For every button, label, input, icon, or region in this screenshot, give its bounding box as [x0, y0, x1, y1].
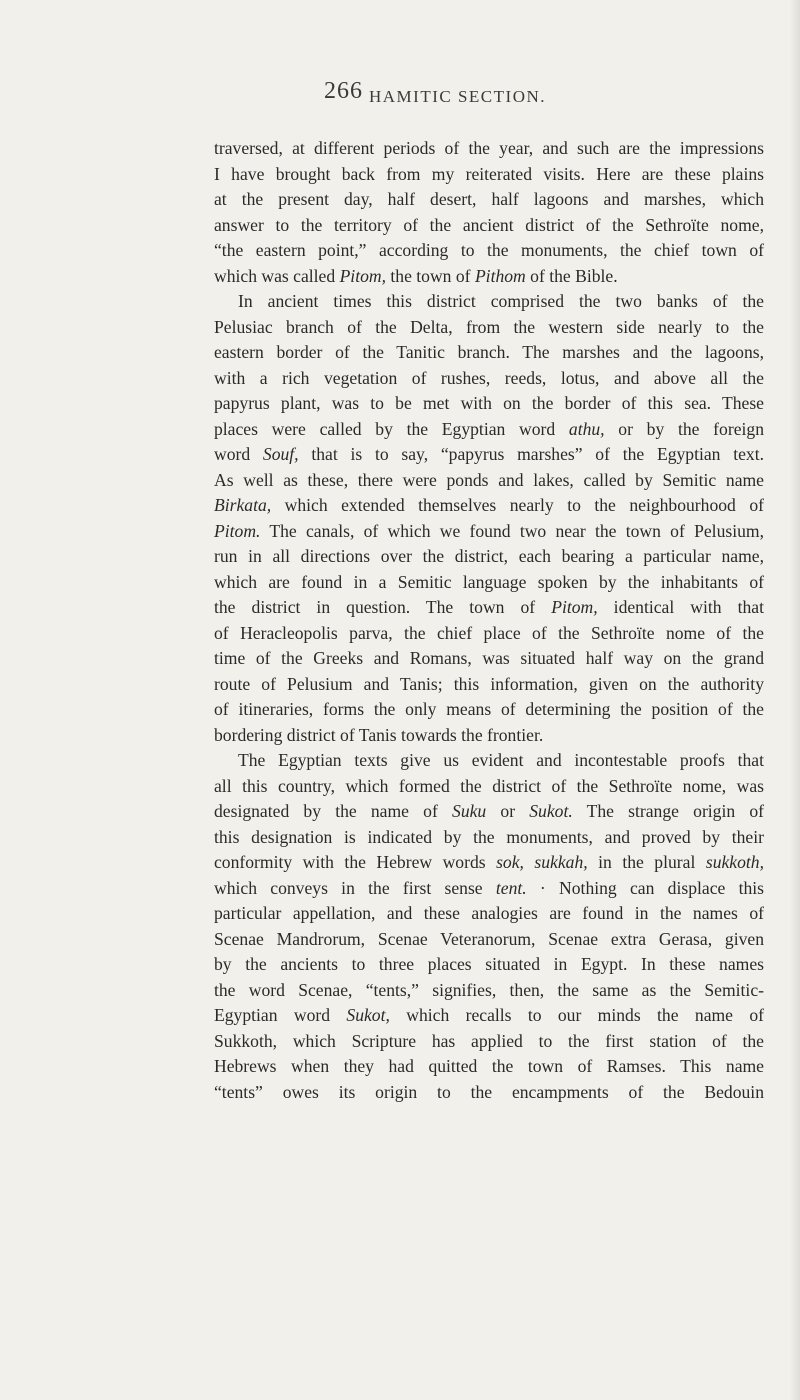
text-line	[214, 748, 764, 774]
text-line	[214, 391, 764, 417]
italic-text: sukkoth,	[705, 852, 764, 872]
italic-text: Pitom,	[551, 597, 598, 617]
text-line	[214, 340, 764, 366]
italic-text: tent.	[495, 877, 527, 898]
text-line	[214, 366, 764, 392]
text-segment: which extended themselves nearly to the neighbourhood of	[271, 495, 764, 515]
text-segment: The strange origin of	[572, 801, 765, 821]
text-segment: places were called by the Egyptian word	[214, 418, 569, 439]
italic-text: Suku	[452, 801, 487, 821]
text-segment: the town of	[386, 265, 475, 286]
text-line	[214, 621, 764, 647]
text-segment: In ancient times this district comprised the two banks of the	[238, 291, 764, 311]
text-line	[214, 825, 764, 851]
text-segment: I have brought back from my reiterated visits. Here are these plains	[214, 163, 764, 184]
italic-text: Sukot,	[346, 1005, 390, 1025]
text-segment: The Egyptian texts give us evident and incontestable proofs that	[238, 750, 764, 770]
text-line	[214, 774, 764, 800]
text-segment: which are found in a Semitic language spoken by the inhabitants of	[214, 571, 764, 592]
text-line	[214, 799, 764, 825]
text-segment: which recalls to our minds the name of	[389, 1005, 764, 1025]
text-line	[214, 927, 764, 953]
text-line	[214, 595, 764, 621]
text-line	[214, 697, 764, 723]
page-edge-shadow	[790, 0, 800, 1400]
text-segment: of itineraries, forms the only means of determining the position of the	[214, 699, 764, 719]
text-line	[214, 264, 764, 290]
text-segment: bordering district of Tanis towards the frontier.	[214, 724, 544, 745]
text-segment: “tents” owes its origin to the encampments of the Bedouin	[214, 1081, 764, 1102]
text-segment: word	[214, 444, 263, 464]
text-line	[214, 1029, 764, 1055]
text-line	[214, 876, 764, 902]
text-segment: papyrus plant, was to be met with on the border of this sea. These	[214, 393, 764, 413]
text-segment: this designation is indicated by the monuments, and proved by their	[214, 826, 764, 847]
text-segment: identical with that	[597, 597, 764, 617]
text-line	[214, 442, 764, 468]
text-line	[214, 901, 764, 927]
text-segment: particular appellation, and these analogies are found in the names of	[214, 903, 764, 923]
text-line	[214, 187, 764, 213]
text-line	[214, 136, 764, 162]
text-segment: at the present day, half desert, half lagoons and marshes, which	[214, 189, 764, 209]
text-segment: which conveys in the first sense	[214, 877, 496, 898]
text-segment: “the eastern point,” according to the monuments, the chief town of	[214, 240, 764, 260]
text-segment: Hebrews when they had quitted the town of Ramses. This name	[214, 1056, 764, 1076]
text-line	[214, 850, 764, 876]
text-line	[214, 570, 764, 596]
text-segment: that is to say, “papyrus marshes” of the Egyptian text.	[298, 444, 764, 464]
text-segment: which was called	[214, 265, 340, 286]
italic-text: athu,	[568, 418, 605, 439]
text-segment: the district in question. The town of	[214, 597, 552, 617]
text-segment: or	[486, 801, 530, 821]
text-segment: The canals, of which we found two near the town of Pelusium,	[260, 520, 764, 541]
text-line	[214, 1054, 764, 1080]
italic-text: Sukot.	[529, 801, 573, 821]
text-line	[214, 238, 764, 264]
running-head: HAMITIC SECTION.	[369, 87, 546, 106]
italic-text: Souf,	[262, 444, 299, 464]
text-line	[214, 468, 764, 494]
text-segment: with a rich vegetation of rushes, reeds, lotus, and above all the	[214, 367, 764, 388]
italic-text: Pitom.	[214, 520, 261, 541]
body-text	[214, 136, 764, 1105]
text-line	[214, 417, 764, 443]
text-segment: As well as these, there were ponds and lakes, called by Semitic name	[214, 469, 764, 490]
text-line	[214, 493, 764, 519]
text-line	[214, 978, 764, 1004]
text-segment: in the plural	[587, 852, 706, 872]
text-segment: traversed, at different periods of the year, and such are the impressions	[214, 138, 764, 158]
text-segment: Sukkoth, which Scripture has applied to the first station of the	[214, 1030, 764, 1051]
text-segment: Egyptian word	[214, 1005, 347, 1025]
text-segment: eastern border of the Tanitic branch. The marshes and the lagoons,	[214, 342, 764, 362]
text-segment: all this country, which formed the district of the Sethroïte nome, was	[214, 775, 764, 796]
text-line	[214, 952, 764, 978]
text-segment: time of the Greeks and Romans, was situated half way on the grand	[214, 648, 764, 668]
italic-text: Birkata,	[214, 495, 272, 515]
text-segment: or by the foreign	[604, 418, 764, 439]
text-line	[214, 1080, 764, 1106]
text-line	[214, 1003, 764, 1029]
text-line	[214, 723, 764, 749]
text-line	[214, 544, 764, 570]
text-segment: the word Scenae, “tents,” signifies, then, the same as the Semitic-	[214, 979, 764, 1000]
text-line	[214, 519, 764, 545]
text-segment: of the Bible.	[525, 265, 618, 286]
text-segment: by the ancients to three places situated in Egypt. In these names	[214, 954, 764, 974]
text-line	[214, 162, 764, 188]
text-segment: · Nothing can displace this	[526, 877, 764, 898]
text-segment: Scenae Mandrorum, Scenae Veteranorum, Scenae extra Gerasa, given	[214, 928, 764, 949]
page-number: 266	[324, 78, 363, 104]
text-line	[214, 672, 764, 698]
text-segment: of Heracleopolis parva, the chief place of the Sethroïte nome of the	[214, 622, 764, 643]
text-segment: Pelusiac branch of the Delta, from the western side nearly to the	[214, 316, 764, 337]
text-line	[214, 213, 764, 239]
text-line	[214, 315, 764, 341]
italic-text: Pithom	[474, 265, 526, 286]
text-segment: run in all directions over the district, each bearing a particular name,	[214, 546, 764, 566]
text-segment: designated by the name of	[214, 801, 453, 821]
italic-text: sok, sukkah,	[496, 852, 588, 872]
italic-text: Pitom,	[339, 265, 386, 286]
text-segment: route of Pelusium and Tanis; this information, given on the authority	[214, 673, 764, 694]
text-line	[214, 289, 764, 315]
text-segment: answer to the territory of the ancient district of the Sethroïte nome,	[214, 214, 764, 235]
text-line	[214, 646, 764, 672]
text-segment: conformity with the Hebrew words	[214, 852, 497, 872]
